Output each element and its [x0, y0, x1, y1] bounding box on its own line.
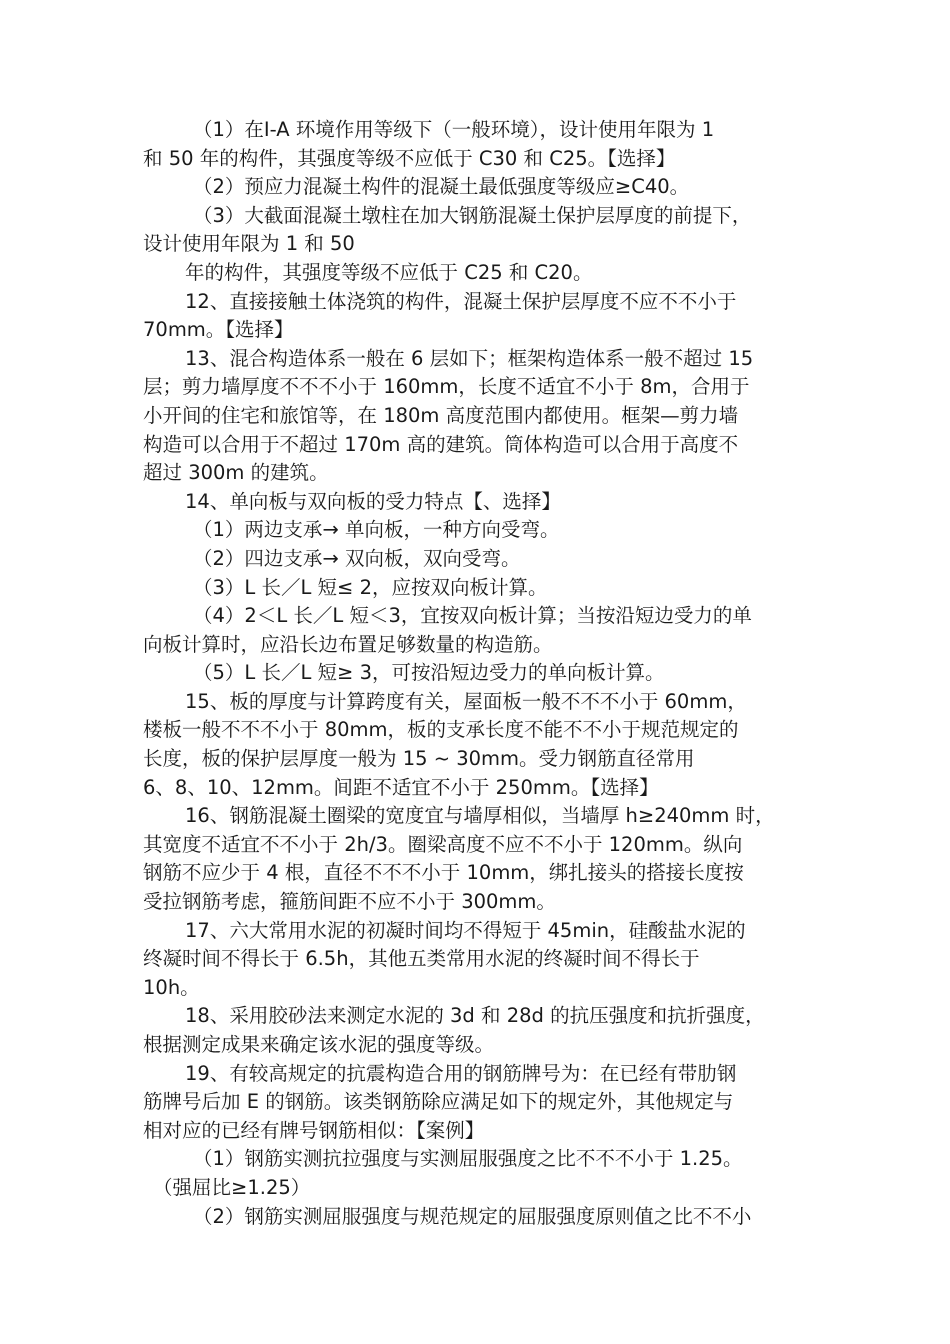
text-line: （1）两边支承→ 单向板，一种方向受弯。 — [193, 518, 560, 542]
text-line: 19、有较高规定的抗震构造合用的钢筋牌号为：在已经有带肋钢 — [185, 1061, 737, 1085]
text-line: 钢筋不应少于 4 根，直径不不不小于 10mm，绑扎接头的搭接长度按 — [143, 861, 744, 885]
text-line: 小开间的住宅和旅馆等，在 180m 高度范围内都使用。框架—剪力墙 — [143, 403, 739, 427]
text-line: （1）在Ⅰ-A 环境作用等级下（一般环境），设计使用年限为 1 — [193, 118, 715, 141]
text-line: 10h。 — [143, 975, 200, 999]
text-line: 层；剪力墙厚度不不不小于 160mm，长度不适宜不小于 8m，合用于 — [143, 375, 750, 399]
text-line: 12、直接接触土体浇筑的构件，混凝土保护层厚度不应不不小于 — [185, 289, 737, 313]
text-line: 6、8、10、12mm。间距不适宜不小于 250mm。【选择】 — [143, 775, 659, 799]
text-line: 相对应的已经有牌号钢筋相似：【案例】 — [143, 1118, 485, 1142]
text-line: 构造可以合用于不超过 170m 高的建筑。筒体构造可以合用于高度不 — [143, 432, 739, 456]
text-line: 15、板的厚度与计算跨度有关，屋面板一般不不不小于 60mm， — [185, 689, 747, 713]
text-line: 受拉钢筋考虑，箍筋间距不应不小于 300mm。 — [143, 890, 556, 914]
text-line: 长度，板的保护层厚度一般为 15 ~ 30mm。受力钢筋直径常用 — [143, 747, 695, 771]
document-body — [143, 116, 811, 1231]
text-line: （2）预应力混凝土构件的混凝土最低强度等级应≥C40。 — [193, 175, 690, 199]
text-line: （5）L 长／L 短≥ 3，可按沿短边受力的单向板计算。 — [193, 661, 665, 685]
text-line: 70mm。【选择】 — [143, 318, 294, 342]
text-line: 终凝时间不得长于 6.5h，其他五类常用水泥的终凝时间不得长于 — [143, 947, 700, 971]
text-line: （强屈比≥1.25） — [153, 1175, 311, 1199]
text-line: （4）2＜L 长／L 短＜3，宜按双向板计算；当按沿短边受力的单 — [193, 604, 752, 628]
text-line: （2）四边支承→ 双向板，双向受弯。 — [193, 546, 521, 570]
text-line: （3）大截面混凝土墩柱在加大钢筋混凝土保护层厚度的前提下， — [193, 203, 752, 227]
text-line: （3）L 长／L 短≤ 2，应按双向板计算。 — [193, 575, 548, 599]
text-line: （1）钢筋实测抗拉强度与实测屈服强度之比不不不小于 1.25。 — [193, 1147, 743, 1171]
text-line: 17、六大常用水泥的初凝时间均不得短于 45min，硅酸盐水泥的 — [185, 918, 746, 942]
text-line: 13、混合构造体系一般在 6 层如下；框架构造体系一般不超过 15 — [185, 346, 754, 370]
text-line: 设计使用年限为 1 和 50 — [143, 232, 355, 256]
text-line: 筋牌号后加 E 的钢筋。该类钢筋除应满足如下的规定外，其他规定与 — [143, 1090, 734, 1114]
text-line: 16、钢筋混凝土圈梁的宽度宜与墙厚相似，当墙厚 h≥240mm 时， — [185, 804, 775, 828]
text-line: 和 50 年的构件，其强度等级不应低于 C30 和 C25。【选择】 — [143, 146, 676, 170]
text-line: 楼板一般不不不小于 80mm，板的支承长度不能不不小于规范规定的 — [143, 718, 739, 742]
text-line: 14、单向板与双向板的受力特点【、选择】 — [185, 489, 561, 513]
text-line: 超过 300m 的建筑。 — [143, 461, 329, 485]
text-line: 根据测定成果来确定该水泥的强度等级。 — [143, 1033, 495, 1056]
text-line: 18、采用胶砂法来测定水泥的 3d 和 28d 的抗压强度和抗折强度， — [185, 1004, 765, 1028]
text-line: （2）钢筋实测屈服强度与规范规定的屈服强度原则值之比不不小 — [193, 1204, 752, 1228]
text-line: 其宽度不适宜不不小于 2h/3。圈梁高度不应不不小于 120mm。纵向 — [143, 832, 743, 856]
text-line: 年的构件，其强度等级不应低于 C25 和 C20。 — [185, 260, 593, 284]
text-line: 向板计算时，应沿长边布置足够数量的构造筋。 — [143, 632, 553, 656]
